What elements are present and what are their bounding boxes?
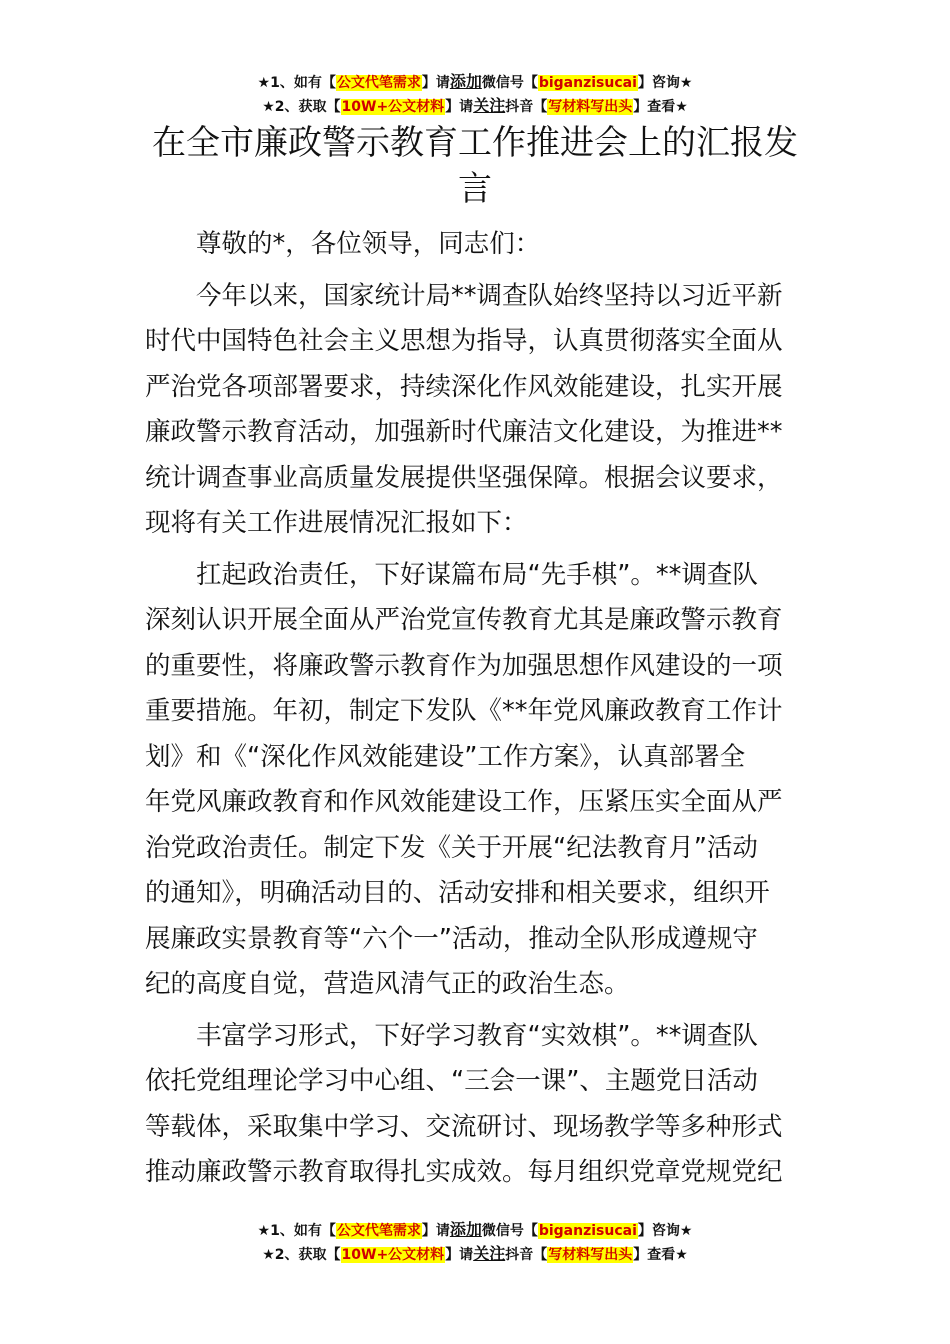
text-line: 严治党各项部署要求，持续深化作风效能建设，扎实开展 (145, 371, 783, 402)
emphasis-text: 添加 (449, 72, 482, 91)
banner-text: ★2、获取【 (262, 1247, 341, 1263)
highlight-tag: 10W+公文材料 (341, 1247, 445, 1263)
text-line: 纪的高度自觉，营造风清气正的政治生态。 (145, 969, 630, 999)
text-line: 等载体，采取集中学习、交流研讨、现场教学等多种形式 (145, 1111, 783, 1142)
banner-text: ★1、如有【 (257, 75, 336, 91)
banner-line-1 (0, 70, 950, 94)
banner-text: 微信号【 (481, 75, 538, 91)
highlight-tag: biganzisucai (538, 1223, 637, 1239)
banner-text: 】咨询★ (637, 75, 693, 91)
highlight-tag: biganzisucai (538, 75, 637, 91)
banner-text: 】请 (421, 75, 450, 91)
banner-text: 】请 (421, 1223, 450, 1239)
emphasis-text: 添加 (449, 1220, 482, 1239)
document-title (140, 120, 810, 212)
text-line: 重要措施。年初，制定下发队《**年党风廉政教育工作计 (145, 696, 783, 726)
highlight-tag: 10W+公文材料 (341, 99, 445, 115)
text-line: 展廉政实景教育等“六个一”活动，推动全队形成遵规守 (145, 923, 758, 954)
emphasis-text: 关注 (473, 1244, 506, 1263)
banner-text: 抖音【 (505, 99, 548, 115)
salutation: 尊敬的*，各位领导，同志们： (196, 229, 541, 259)
banner-text: 抖音【 (505, 1247, 548, 1263)
banner-line-2 (0, 1242, 950, 1266)
text-line: 时代中国特色社会主义思想为指导，认真贯彻落实全面从 (145, 326, 783, 356)
banner-line-1 (0, 1218, 950, 1242)
text-line: 深刻认识开展全面从严治党宣传教育尤其是廉政警示教育 (145, 605, 783, 635)
banner-text: 】查看★ (633, 1247, 688, 1263)
banner-text: 】请 (445, 1247, 474, 1263)
banner-text: ★2、获取【 (262, 99, 341, 115)
text-line: 年党风廉政教育和作风效能建设工作，压紧压实全面从严 (145, 787, 783, 817)
banner-text: 】请 (445, 99, 474, 115)
text-line: 廉政警示教育活动，加强新时代廉洁文化建设，为推进** (145, 417, 783, 447)
top-banner (0, 70, 950, 118)
text-line: 的重要性，将廉政警示教育作为加强思想作风建设的一项 (145, 650, 783, 681)
text-line: 今年以来，国家统计局**调查队始终坚持以习近平新 (196, 280, 783, 311)
highlight-tag: 公文代笔需求 (336, 75, 421, 91)
text-line: 扛起政治责任，下好谋篇布局“先手棋”。**调查队 (196, 559, 758, 590)
banner-text: 】查看★ (633, 99, 688, 115)
text-line: 治党政治责任。制定下发《关于开展“纪法教育月”活动 (145, 832, 758, 863)
emphasis-text: 关注 (473, 96, 506, 115)
text-line: 现将有关工作进展情况汇报如下： (145, 508, 528, 538)
text-line: 的通知》，明确活动目的、活动安排和相关要求，组织开 (145, 878, 770, 908)
paragraph (145, 274, 808, 547)
text-line: 推动廉政警示教育取得扎实成效。每月组织党章党规党纪 (145, 1157, 783, 1187)
text-line: 统计调查事业高质量发展提供坚强保障。根据会议要求， (145, 462, 783, 493)
document-body (145, 222, 808, 1202)
banner-line-2 (0, 94, 950, 118)
paragraph (145, 1014, 808, 1196)
banner-text: ★1、如有【 (257, 1223, 336, 1239)
text-line: 依托党组理论学习中心组、“三会一课”、主题党日活动 (145, 1066, 758, 1096)
paragraph (145, 553, 808, 1008)
title-line: 言 (458, 169, 492, 209)
banner-text: 】咨询★ (637, 1223, 693, 1239)
highlight-tag: 写材料写出头 (548, 1247, 633, 1263)
text-line: 划》和《“深化作风效能建设”工作方案》，认真部署全 (145, 741, 746, 772)
title-line: 在全市廉政警示教育工作推进会上的汇报发 (152, 123, 798, 163)
bottom-banner (0, 1218, 950, 1266)
banner-text: 微信号【 (481, 1223, 538, 1239)
text-line: 丰富学习形式，下好学习教育“实效棋”。**调查队 (196, 1020, 758, 1051)
highlight-tag: 写材料写出头 (548, 99, 633, 115)
highlight-tag: 公文代笔需求 (336, 1223, 421, 1239)
